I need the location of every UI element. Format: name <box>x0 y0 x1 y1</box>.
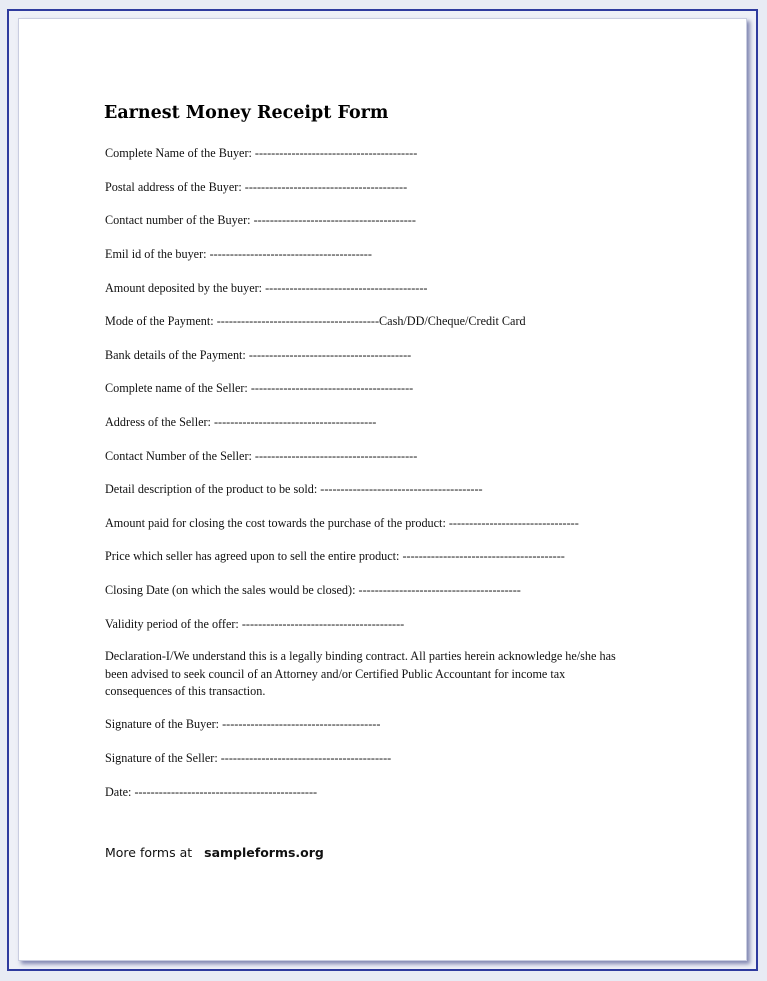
signature-date: Date: --------------------------------------------- <box>105 785 318 799</box>
field-buyer-email: Emil id of the buyer: ---------------------------------------- <box>105 247 372 261</box>
footer-site-link[interactable]: sampleforms.org <box>204 845 324 860</box>
field-seller-contact-number: Contact Number of the Seller: ---------------------------------------- <box>105 449 418 463</box>
field-product-description: Detail description of the product to be sold: ---------------------------------------- <box>105 482 483 496</box>
form-title: Earnest Money Receipt Form <box>104 103 389 123</box>
field-payment-mode: Mode of the Payment: ----------------------------------------Cash/DD/Cheque/Credit Card <box>105 314 526 328</box>
field-seller-name: Complete name of the Seller: ---------------------------------------- <box>105 381 414 395</box>
field-agreed-price: Price which seller has agreed upon to sell the entire product: ---------------------------------------- <box>105 549 565 563</box>
footer-prefix: More forms at <box>105 845 193 860</box>
signature-seller: Signature of the Seller: ------------------------------------------ <box>105 751 392 765</box>
field-closing-cost-amount: Amount paid for closing the cost towards the purchase of the product: -------------------------------- <box>105 516 579 530</box>
field-buyer-name: Complete Name of the Buyer: ---------------------------------------- <box>105 146 418 160</box>
field-buyer-postal-address: Postal address of the Buyer: ---------------------------------------- <box>105 180 408 194</box>
field-buyer-contact-number: Contact number of the Buyer: ---------------------------------------- <box>105 213 416 227</box>
field-closing-date: Closing Date (on which the sales would be closed): ---------------------------------------- <box>105 583 521 597</box>
field-seller-address: Address of the Seller: ---------------------------------------- <box>105 415 377 429</box>
footer-note <box>105 845 324 860</box>
signature-buyer: Signature of the Buyer: --------------------------------------- <box>105 717 381 731</box>
field-offer-validity: Validity period of the offer: ---------------------------------------- <box>105 617 405 631</box>
declaration-line: Declaration-I/We understand this is a legally binding contract. All parties herein acknowledge he/she has <box>105 649 616 663</box>
declaration-line: consequences of this transaction. <box>105 684 266 698</box>
field-amount-deposited: Amount deposited by the buyer: ---------------------------------------- <box>105 281 428 295</box>
declaration-line: been advised to seek council of an Attorney and/or Certified Public Accountant for income tax <box>105 666 566 681</box>
field-bank-details: Bank details of the Payment: ---------------------------------------- <box>105 348 412 362</box>
declaration-paragraph <box>105 648 665 701</box>
